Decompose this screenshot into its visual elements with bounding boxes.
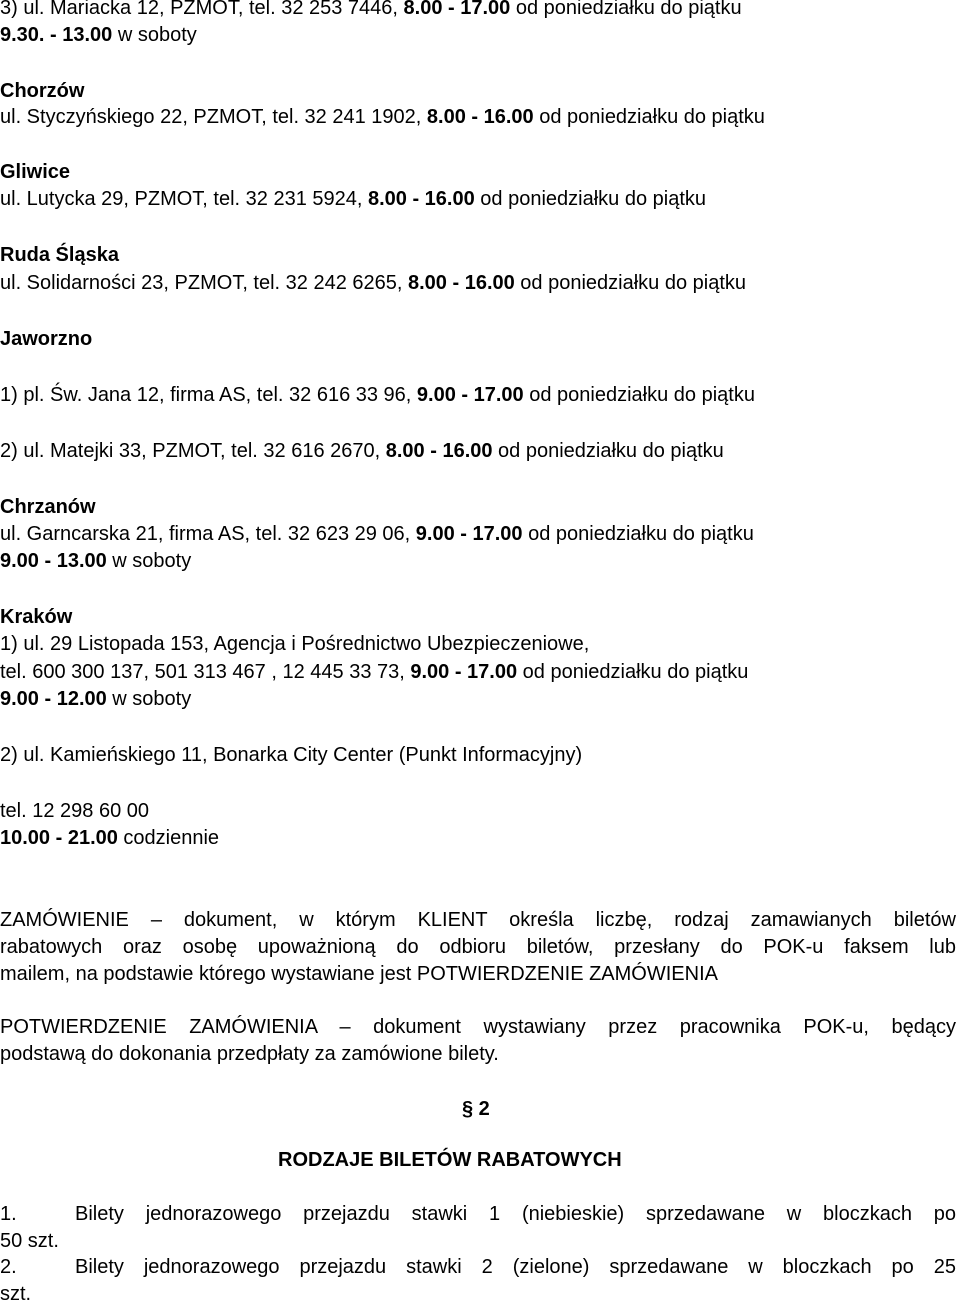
address-line: 2) ul. Kamieńskiego 11, Bonarka City Center (Punkt Informacyjny) (0, 744, 583, 766)
hours-line: 10.00 - 21.00 codziennie (0, 827, 220, 849)
list-item: 2. Bilety jednorazowego przejazdu stawki 2 (zielone) sprzedawane w bloczkach po 25 (0, 1256, 956, 1278)
list-item-continuation: szt. (0, 1283, 32, 1305)
address-line: ul. Lutycka 29, PZMOT, tel. 32 231 5924, 8.00 - 16.00 od poniedziałku do piątku (0, 188, 707, 210)
address-line: ul. Styczyńskiego 22, PZMOT, tel. 32 241 1902, 8.00 - 16.00 od poniedziałku do piątku (0, 106, 765, 128)
city-heading-gliwice: Gliwice (0, 161, 71, 183)
list-item-continuation: 50 szt. (0, 1230, 59, 1252)
city-heading-krakow: Kraków (0, 606, 73, 628)
definition-zamowienie-line: rabatowych oraz osobę upoważnioną do odbioru biletów, przesłany do POK-u faksem lub (0, 936, 956, 958)
hours-line: 9.30. - 13.00 w soboty (0, 24, 197, 46)
city-heading-jaworzno: Jaworzno (0, 328, 93, 350)
hours-line: 9.00 - 12.00 w soboty (0, 688, 192, 710)
address-line: ul. Garncarska 21, firma AS, tel. 32 623 29 06, 9.00 - 17.00 od poniedziałku do piątku (0, 523, 754, 545)
definition-potwierdzenie-line: podstawą do dokonania przedpłaty za zamówione bilety. (0, 1043, 499, 1065)
phone-line: tel. 12 298 60 00 (0, 800, 150, 822)
address-line: 1) ul. 29 Listopada 153, Agencja i Pośrednictwo Ubezpieczeniowe, (0, 633, 590, 655)
list-item: 1. Bilety jednorazowego przejazdu stawki 1 (niebieskie) sprzedawane w bloczkach po (0, 1203, 956, 1225)
city-heading-ruda-slaska: Ruda Śląska (0, 244, 119, 266)
address-line: 2) ul. Matejki 33, PZMOT, tel. 32 616 2670, 8.00 - 16.00 od poniedziałku do piątku (0, 440, 724, 462)
definition-potwierdzenie-line: POTWIERDZENIE ZAMÓWIENIA – dokument wystawiany przez pracownika POK-u, będący (0, 1016, 956, 1038)
paragraph-sign: § 2 (462, 1098, 490, 1120)
city-heading-chorzow: Chorzów (0, 80, 85, 102)
address-line: ul. Solidarności 23, PZMOT, tel. 32 242 6265, 8.00 - 16.00 od poniedziałku do piątku (0, 272, 747, 294)
address-line: 1) pl. Św. Jana 12, firma AS, tel. 32 616 33 96, 9.00 - 17.00 od poniedziałku do piątku (0, 384, 755, 406)
definition-zamowienie-line: mailem, na podstawie którego wystawiane jest POTWIERDZENIE ZAMÓWIENIA (0, 963, 718, 985)
definition-zamowienie-line: ZAMÓWIENIE – dokument, w którym KLIENT określa liczbę, rodzaj zamawianych biletów (0, 909, 956, 931)
address-line: 3) ul. Mariacka 12, PZMOT, tel. 32 253 7446, 8.00 - 17.00 od poniedziałku do piątku (0, 0, 742, 19)
section-title: RODZAJE BILETÓW RABATOWYCH (278, 1149, 622, 1171)
address-line: tel. 600 300 137, 501 313 467 , 12 445 33 73, 9.00 - 17.00 od poniedziałku do piątku (0, 661, 749, 683)
hours-line: 9.00 - 13.00 w soboty (0, 550, 192, 572)
city-heading-chrzanow: Chrzanów (0, 496, 96, 518)
